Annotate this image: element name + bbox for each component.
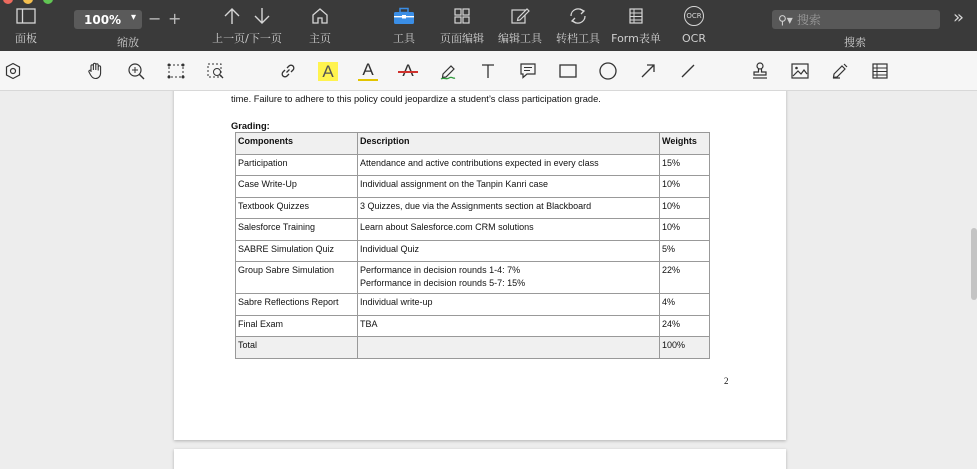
cell-weight: 10% (660, 197, 710, 219)
cell-weight: 4% (660, 294, 710, 316)
table-tool-button[interactable] (869, 60, 891, 82)
text-t-icon (479, 62, 497, 80)
search-label: 搜索 (844, 36, 866, 49)
convert-tools-button[interactable] (552, 0, 604, 51)
cell-description: Individual assignment on the Tanpin Kanri case (358, 176, 660, 198)
page-edit-button[interactable] (436, 0, 488, 51)
ocr-icon: OCR (684, 6, 704, 26)
intro-paragraph: time. Failure to adhere to this policy could jeopardize a student’s class participation grade. (231, 94, 601, 104)
cell-component: Textbook Quizzes (236, 197, 358, 219)
search-placeholder: 搜索 (796, 13, 821, 27)
tools-toolbar (0, 51, 977, 91)
tools-label: 工具 (393, 32, 415, 45)
convert-refresh-icon (568, 7, 588, 25)
stamp-icon (750, 61, 770, 81)
home-label: 主页 (309, 32, 331, 45)
settings-hex-button[interactable] (2, 60, 24, 82)
cell-description: Learn about Salesforce.com CRM solutions (358, 219, 660, 241)
text-color-tool-button[interactable] (357, 60, 379, 82)
zoom-value: 100% (84, 12, 122, 27)
header-components: Components (236, 133, 358, 155)
cell-component: Group Sabre Simulation (236, 262, 358, 294)
zoom-in-button[interactable]: + (168, 9, 182, 28)
grid-icon (453, 7, 471, 25)
zoom-in-icon (127, 62, 145, 80)
table-row (236, 262, 710, 294)
cell-weight: 22% (660, 262, 710, 294)
image-icon (790, 62, 810, 80)
page-edit-label: 页面编辑 (440, 32, 484, 45)
ellipse-tool-button[interactable] (597, 60, 619, 82)
image-tool-button[interactable] (789, 60, 811, 82)
table-row (236, 240, 710, 262)
ocr-label: OCR (682, 32, 706, 45)
table-row (236, 219, 710, 241)
cell-description: Individual write-up (358, 294, 660, 316)
table-icon (871, 62, 889, 80)
table-row (236, 315, 710, 337)
cell-description (358, 337, 660, 359)
dotted-search-icon (206, 62, 226, 80)
cell-description: Individual Quiz (358, 240, 660, 262)
home-icon (311, 7, 329, 25)
table-row (236, 176, 710, 198)
header-description: Description (358, 133, 660, 155)
link-icon (279, 62, 297, 80)
cell-component: Case Write-Up (236, 176, 358, 198)
table-row (236, 154, 710, 176)
highlight-tool-button[interactable] (317, 60, 339, 82)
cell-component: Salesforce Training (236, 219, 358, 241)
home-button[interactable] (302, 0, 338, 51)
cell-weight: 10% (660, 219, 710, 241)
zoom-out-button[interactable]: − (148, 9, 162, 28)
ocr-button[interactable] (676, 0, 712, 51)
cell-weight: 15% (660, 154, 710, 176)
table-row (236, 294, 710, 316)
pen-tool-button[interactable] (437, 60, 459, 82)
highlight-text-icon: A (318, 62, 338, 81)
signature-tool-button[interactable] (829, 60, 851, 82)
signature-pen-icon (830, 61, 850, 81)
hexagon-settings-icon (4, 62, 22, 80)
cell-description-line-2: Performance in decision rounds 5-7: 15% (360, 278, 526, 288)
rectangle-tool-button[interactable] (557, 60, 579, 82)
dotted-select-icon (166, 62, 186, 80)
cell-description: 3 Quizzes, due via the Assignments section at Blackboard (358, 197, 660, 219)
next-pdf-page (174, 449, 786, 469)
link-tool-button[interactable] (277, 60, 299, 82)
cell-weight: 10% (660, 176, 710, 198)
chevron-down-icon: ▾ (130, 12, 136, 23)
font-color-icon: A (358, 61, 378, 81)
cell-component: Total (236, 337, 358, 359)
line-icon (679, 62, 697, 80)
main-toolbar (0, 0, 977, 51)
page-number: 2 (724, 376, 729, 386)
strikethrough-icon (398, 61, 418, 81)
hand-icon (86, 61, 106, 81)
comment-tool-button[interactable] (517, 60, 539, 82)
grading-heading: Grading: (231, 121, 270, 131)
cell-description: TBA (358, 315, 660, 337)
text-tool-button[interactable] (477, 60, 499, 82)
form-label: Form表单 (611, 32, 661, 45)
edit-tools-label: 编辑工具 (498, 32, 542, 45)
search-input[interactable] (772, 10, 940, 29)
cell-description-line-1: Performance in decision rounds 1-4: 7% (360, 265, 521, 275)
comment-icon (519, 62, 537, 80)
table-row (236, 197, 710, 219)
cell-weight: 5% (660, 240, 710, 262)
arrow-up-icon (223, 7, 241, 25)
header-weights: Weights (660, 133, 710, 155)
form-button[interactable] (608, 0, 664, 51)
grading-table (235, 132, 710, 359)
tools-button[interactable] (386, 0, 422, 51)
search-icon: ⚲▾ (778, 12, 793, 27)
overflow-menu-button[interactable]: » (953, 7, 965, 28)
zoom-label: 缩放 (117, 36, 139, 49)
edit-tools-button[interactable] (494, 0, 546, 51)
area-search-button[interactable] (205, 60, 227, 82)
arrow-diagonal-icon (639, 62, 657, 80)
cell-weight: 100% (660, 337, 710, 359)
document-viewport[interactable] (0, 91, 977, 469)
zoom-tool-button[interactable] (125, 60, 147, 82)
arrow-tool-button[interactable] (637, 60, 659, 82)
zoom-select[interactable] (74, 10, 142, 29)
cell-weight: 24% (660, 315, 710, 337)
hand-tool-button[interactable] (85, 60, 107, 82)
convert-tools-label: 转档工具 (556, 32, 600, 45)
cell-description (358, 262, 660, 294)
pdf-page (174, 91, 786, 440)
cell-component: Participation (236, 154, 358, 176)
vertical-scrollbar[interactable] (971, 228, 977, 300)
cell-component: Sabre Reflections Report (236, 294, 358, 316)
circle-icon (598, 61, 618, 81)
sidebar-panel-icon (16, 8, 36, 24)
page-nav-button[interactable] (208, 0, 286, 51)
rectangle-icon (558, 62, 578, 80)
area-select-button[interactable] (165, 60, 187, 82)
cell-component: Final Exam (236, 315, 358, 337)
cell-component: SABRE Simulation Quiz (236, 240, 358, 262)
pen-icon (438, 61, 458, 81)
cell-description: Attendance and active contributions expected in every class (358, 154, 660, 176)
form-table-icon (627, 7, 645, 25)
panel-label: 面板 (15, 32, 37, 45)
strikethrough-tool-button[interactable] (397, 60, 419, 82)
arrow-down-icon (253, 7, 271, 25)
maximize-window-button[interactable] (43, 0, 53, 4)
edit-icon (510, 7, 530, 25)
page-nav-label: 上一页/下一页 (212, 32, 282, 45)
line-tool-button[interactable] (677, 60, 699, 82)
toolbox-icon (393, 7, 415, 25)
panel-button[interactable] (8, 0, 44, 51)
stamp-tool-button[interactable] (749, 60, 771, 82)
table-total-row (236, 337, 710, 359)
table-header-row (236, 133, 710, 155)
